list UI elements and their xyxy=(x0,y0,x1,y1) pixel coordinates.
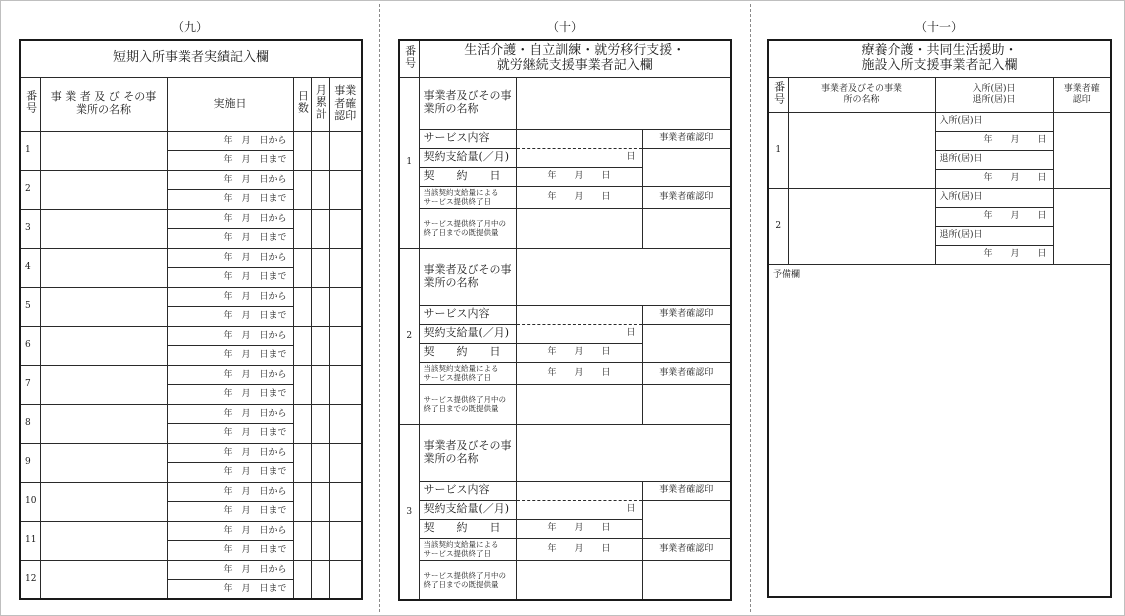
date-from: 年 月 日から xyxy=(167,326,293,346)
used-amount-field[interactable] xyxy=(516,208,642,248)
block-number: 1 xyxy=(768,112,788,188)
row-number: 5 xyxy=(20,287,40,326)
service-content-field[interactable] xyxy=(516,305,642,324)
date-from: 年 月 日から xyxy=(167,560,293,580)
confirm-seal-field[interactable] xyxy=(642,500,731,538)
confirm-seal-field[interactable] xyxy=(1053,188,1111,264)
provider-name-field[interactable] xyxy=(40,482,167,521)
confirm-seal-field[interactable] xyxy=(642,208,731,248)
confirm-seal-field[interactable] xyxy=(642,384,731,424)
row-number: 9 xyxy=(20,443,40,482)
in-date-label: 入所(居)日 xyxy=(935,188,1053,207)
end-date-label: 当該契約支給量による サービス提供終了日 xyxy=(419,538,516,560)
provider-name-field[interactable] xyxy=(40,287,167,326)
days-field[interactable] xyxy=(293,443,311,482)
col-date-header: 実施日 xyxy=(167,77,293,131)
col-days-header: 日数 xyxy=(293,77,311,131)
confirm-seal-field[interactable] xyxy=(329,170,362,209)
end-date-field[interactable]: 年 月 日 xyxy=(516,186,642,208)
date-from: 年 月 日から xyxy=(167,131,293,151)
provider-label: 事業者及びその事業所の名称 xyxy=(419,248,516,305)
row-number: 11 xyxy=(20,521,40,560)
contract-date-label: 契 約 日 xyxy=(419,519,516,538)
col-cumulative-header: 月累計 xyxy=(311,77,329,131)
provider-name-field[interactable] xyxy=(40,170,167,209)
days-field[interactable] xyxy=(293,326,311,365)
provider-name-field[interactable] xyxy=(40,248,167,287)
days-field[interactable] xyxy=(293,560,311,599)
provider-name-field[interactable] xyxy=(40,404,167,443)
out-date-field[interactable]: 年 月 日 xyxy=(935,169,1053,188)
ten-title: 生活介護・自立訓練・就労移行支援・ 就労継続支援事業者記入欄 xyxy=(419,40,731,77)
provider-name-field[interactable] xyxy=(40,209,167,248)
col-provider-header: 事 業 者 及 び その事業所の名称 xyxy=(40,77,167,131)
eleven-provider-header: 事業者及びその事業所の名称 xyxy=(788,77,935,112)
col-number-header: 番号 xyxy=(20,77,40,131)
reserve-label: 予備欄 xyxy=(773,269,801,280)
row-number: 6 xyxy=(20,326,40,365)
days-field[interactable] xyxy=(293,209,311,248)
volume-unit[interactable]: 日 xyxy=(516,148,642,167)
cumulative-field[interactable] xyxy=(311,443,329,482)
confirm-seal-field[interactable] xyxy=(329,521,362,560)
provider-name-field[interactable] xyxy=(516,248,731,305)
row-number: 8 xyxy=(20,404,40,443)
cumulative-field[interactable] xyxy=(311,131,329,170)
used-amount-label: サービス提供終了月中の 終了日までの既提供量 xyxy=(419,384,516,424)
out-date-label: 退所(居)日 xyxy=(935,226,1053,245)
date-from: 年 月 日から xyxy=(167,443,293,463)
days-field[interactable] xyxy=(293,170,311,209)
days-field[interactable] xyxy=(293,482,311,521)
in-date-label: 入所(居)日 xyxy=(935,112,1053,131)
date-from: 年 月 日から xyxy=(167,365,293,385)
row-number: 1 xyxy=(20,131,40,170)
col-confirm-header: 事業者確認印 xyxy=(329,77,362,131)
contract-date-field[interactable]: 年 月 日 xyxy=(516,519,642,538)
block-number: 2 xyxy=(399,248,419,424)
out-date-field[interactable]: 年 月 日 xyxy=(935,245,1053,264)
row-number: 3 xyxy=(20,209,40,248)
provider-name-field[interactable] xyxy=(788,188,935,264)
date-to: 年 月 日まで xyxy=(167,190,293,210)
contract-date-field[interactable]: 年 月 日 xyxy=(516,343,642,362)
in-date-field[interactable]: 年 月 日 xyxy=(935,207,1053,226)
volume-label: 契約支給量(／月) xyxy=(419,324,516,343)
end-date-field[interactable]: 年 月 日 xyxy=(516,538,642,560)
provider-name-field[interactable] xyxy=(516,77,731,129)
days-field[interactable] xyxy=(293,287,311,326)
confirm-seal-field[interactable] xyxy=(329,326,362,365)
date-from: 年 月 日から xyxy=(167,209,293,229)
confirm-seal-field[interactable] xyxy=(329,404,362,443)
eleven-number-header: 番号 xyxy=(768,77,788,112)
provider-name-field[interactable] xyxy=(40,131,167,170)
date-to: 年 月 日まで xyxy=(167,502,293,522)
provider-name-field[interactable] xyxy=(40,560,167,599)
residential-care-record-table xyxy=(767,39,1112,598)
provider-name-field[interactable] xyxy=(40,521,167,560)
confirm-label: 事業者確認印 xyxy=(642,129,731,148)
end-date-label: 当該契約支給量による サービス提供終了日 xyxy=(419,362,516,384)
contract-date-label: 契 約 日 xyxy=(419,343,516,362)
service-label: サービス内容 xyxy=(419,481,516,500)
cumulative-field[interactable] xyxy=(311,482,329,521)
cumulative-field[interactable] xyxy=(311,404,329,443)
volume-unit[interactable]: 日 xyxy=(516,500,642,519)
confirm-seal-field[interactable] xyxy=(329,365,362,404)
short-stay-record-table xyxy=(19,39,363,600)
date-to: 年 月 日まで xyxy=(167,463,293,483)
row-number: 7 xyxy=(20,365,40,404)
date-to: 年 月 日まで xyxy=(167,580,293,600)
row-number: 12 xyxy=(20,560,40,599)
confirm-seal-field[interactable] xyxy=(642,148,731,186)
volume-unit[interactable]: 日 xyxy=(516,324,642,343)
confirm-label: 事業者確認印 xyxy=(642,362,731,384)
date-to: 年 月 日まで xyxy=(167,346,293,366)
eleven-inout-header: 入所(居)日 退所(居)日 xyxy=(935,77,1053,112)
confirm-label: 事業者確認印 xyxy=(642,538,731,560)
confirm-seal-field[interactable] xyxy=(1053,112,1111,188)
provider-name-field[interactable] xyxy=(40,326,167,365)
date-to: 年 月 日まで xyxy=(167,151,293,171)
date-from: 年 月 日から xyxy=(167,404,293,424)
cumulative-field[interactable] xyxy=(311,521,329,560)
provider-name-field[interactable] xyxy=(40,365,167,404)
date-to: 年 月 日まで xyxy=(167,229,293,249)
date-to: 年 月 日まで xyxy=(167,424,293,444)
confirm-label: 事業者確認印 xyxy=(642,481,731,500)
reserve-area[interactable] xyxy=(768,264,1111,597)
date-to: 年 月 日まで xyxy=(167,307,293,327)
cumulative-field[interactable] xyxy=(311,287,329,326)
in-date-field[interactable]: 年 月 日 xyxy=(935,131,1053,150)
service-content-field[interactable] xyxy=(516,129,642,148)
fold-line-right xyxy=(750,4,751,612)
date-to: 年 月 日まで xyxy=(167,385,293,405)
confirm-label: 事業者確認印 xyxy=(642,305,731,324)
short-stay-title: 短期入所事業者実績記入欄 xyxy=(20,40,362,77)
date-from: 年 月 日から xyxy=(167,287,293,307)
block-number: 1 xyxy=(399,77,419,248)
cumulative-field[interactable] xyxy=(311,326,329,365)
row-number: 4 xyxy=(20,248,40,287)
service-label: サービス内容 xyxy=(419,129,516,148)
days-field[interactable] xyxy=(293,365,311,404)
days-field[interactable] xyxy=(293,131,311,170)
volume-label: 契約支給量(／月) xyxy=(419,148,516,167)
end-date-field[interactable]: 年 月 日 xyxy=(516,362,642,384)
used-amount-field[interactable] xyxy=(516,384,642,424)
section-ten-heading: （十） xyxy=(546,20,583,34)
eleven-confirm-header: 事業者確認印 xyxy=(1053,77,1111,112)
block-number: 3 xyxy=(399,424,419,600)
used-amount-field[interactable] xyxy=(516,560,642,600)
row-number: 10 xyxy=(20,482,40,521)
section-nine-heading: （九） xyxy=(171,20,208,34)
end-date-label: 当該契約支給量による サービス提供終了日 xyxy=(419,186,516,208)
fold-line-left xyxy=(379,4,380,612)
confirm-seal-field[interactable] xyxy=(642,324,731,362)
block-number: 2 xyxy=(768,188,788,264)
confirm-label: 事業者確認印 xyxy=(642,186,731,208)
used-amount-label: サービス提供終了月中の 終了日までの既提供量 xyxy=(419,560,516,600)
provider-label: 事業者及びその事業所の名称 xyxy=(419,77,516,129)
provider-name-field[interactable] xyxy=(788,112,935,188)
date-from: 年 月 日から xyxy=(167,170,293,190)
ten-number-header: 番号 xyxy=(399,40,419,77)
days-field[interactable] xyxy=(293,404,311,443)
provider-name-field[interactable] xyxy=(40,443,167,482)
service-label: サービス内容 xyxy=(419,305,516,324)
date-to: 年 月 日まで xyxy=(167,268,293,288)
contract-date-label: 契 約 日 xyxy=(419,167,516,186)
section-eleven-heading: （十一） xyxy=(914,20,963,34)
cumulative-field[interactable] xyxy=(311,248,329,287)
date-from: 年 月 日から xyxy=(167,521,293,541)
row-number: 2 xyxy=(20,170,40,209)
cumulative-field[interactable] xyxy=(311,560,329,599)
daily-activity-record-table xyxy=(398,39,732,601)
confirm-seal-field[interactable] xyxy=(642,560,731,600)
date-from: 年 月 日から xyxy=(167,248,293,268)
provider-label: 事業者及びその事業所の名称 xyxy=(419,424,516,481)
provider-name-field[interactable] xyxy=(516,424,731,481)
contract-date-field[interactable]: 年 月 日 xyxy=(516,167,642,186)
days-field[interactable] xyxy=(293,248,311,287)
confirm-seal-field[interactable] xyxy=(329,482,362,521)
cumulative-field[interactable] xyxy=(311,365,329,404)
confirm-seal-field[interactable] xyxy=(329,287,362,326)
cumulative-field[interactable] xyxy=(311,209,329,248)
volume-label: 契約支給量(／月) xyxy=(419,500,516,519)
eleven-title: 療養介護・共同生活援助・ 施設入所支援事業者記入欄 xyxy=(768,40,1111,77)
confirm-seal-field[interactable] xyxy=(329,131,362,170)
cumulative-field[interactable] xyxy=(311,170,329,209)
days-field[interactable] xyxy=(293,521,311,560)
confirm-seal-field[interactable] xyxy=(329,443,362,482)
date-from: 年 月 日から xyxy=(167,482,293,502)
used-amount-label: サービス提供終了月中の 終了日までの既提供量 xyxy=(419,208,516,248)
confirm-seal-field[interactable] xyxy=(329,248,362,287)
confirm-seal-field[interactable] xyxy=(329,209,362,248)
confirm-seal-field[interactable] xyxy=(329,560,362,599)
out-date-label: 退所(居)日 xyxy=(935,150,1053,169)
service-content-field[interactable] xyxy=(516,481,642,500)
date-to: 年 月 日まで xyxy=(167,541,293,561)
